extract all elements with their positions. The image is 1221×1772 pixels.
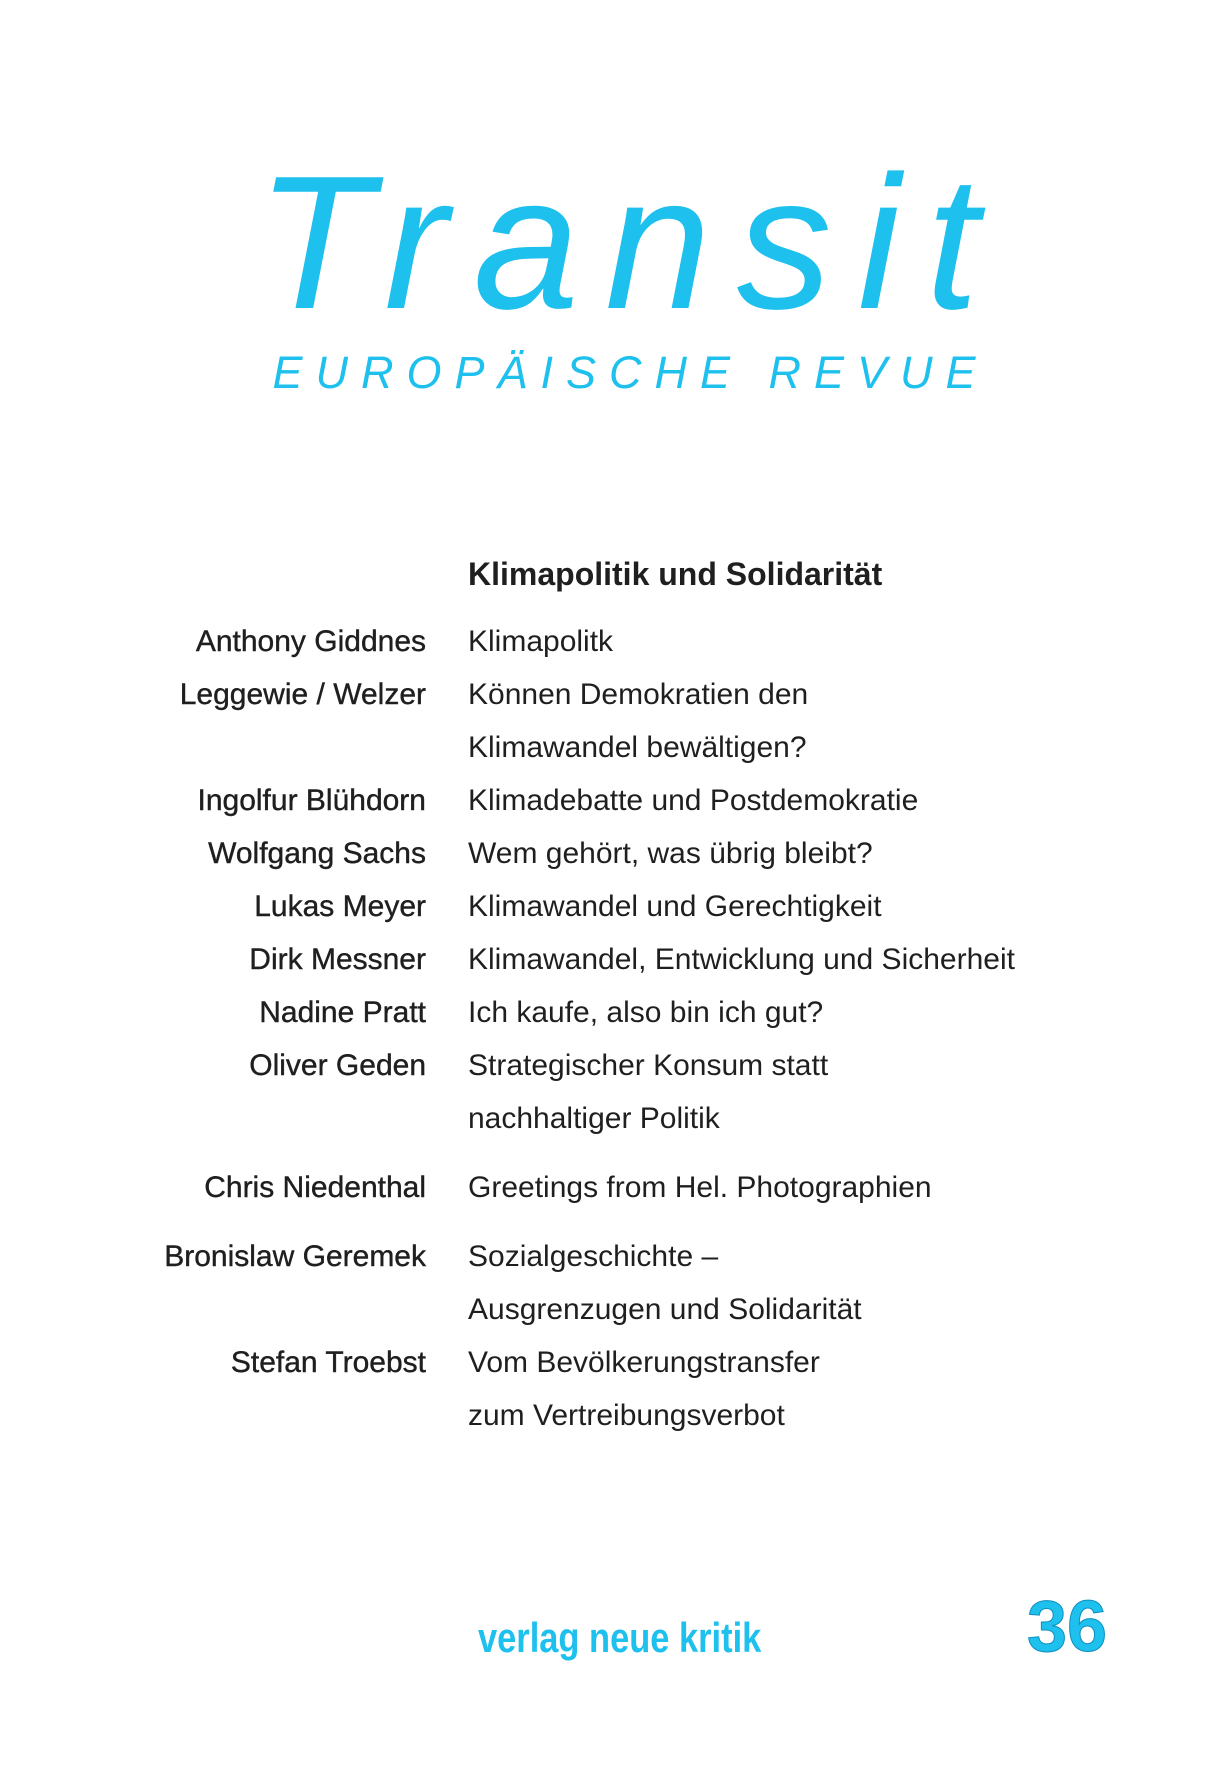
toc-author: Chris Niedenthal (204, 1171, 426, 1204)
toc-article-title (468, 1336, 1188, 1442)
toc-article-title (468, 774, 1188, 827)
toc-article-title (468, 668, 1188, 774)
toc-article-title (468, 827, 1188, 880)
toc-author: Ingolfur Blühdorn (197, 784, 426, 817)
journal-title: Transit (256, 137, 1005, 349)
masthead (0, 137, 1221, 398)
toc-article-line: Ich kaufe, also bin ich gut? (468, 996, 824, 1029)
toc-article-line: Klimadebatte und Postdemokratie (468, 784, 919, 817)
toc-article-title (468, 880, 1188, 933)
toc-author: Bronislaw Geremek (164, 1240, 426, 1273)
toc-author: Dirk Messner (249, 943, 426, 976)
toc-author: Oliver Geden (249, 1049, 426, 1082)
toc-article-line: Können Demokratien den (468, 678, 809, 711)
issue-number: 36 (1027, 1587, 1108, 1667)
toc-article-line: Strategischer Konsum statt (468, 1049, 829, 1082)
toc-author: Lukas Meyer (254, 890, 426, 923)
toc-article-line: Klimawandel bewältigen? (468, 731, 807, 764)
toc-article-line: Klimapolitk (468, 625, 614, 658)
toc-author: Wolfgang Sachs (208, 837, 426, 870)
toc-author: Leggewie / Welzer (179, 678, 426, 711)
toc-article-line: Ausgrenzugen und Solidarität (468, 1293, 862, 1326)
toc-author: Nadine Pratt (259, 996, 426, 1029)
toc-article-line: Sozialgeschichte – (468, 1240, 719, 1273)
journal-subtitle: EUROPÄISCHE REVUE (272, 347, 989, 398)
toc-article-line: Wem gehört, was übrig bleibt? (468, 837, 873, 870)
publisher-name: verlag neue kritik (478, 1614, 762, 1661)
toc-article-line: Klimawandel, Entwicklung und Sicherheit (468, 943, 1015, 976)
toc-article-line: Vom Bevölkerungstransfer (468, 1346, 820, 1379)
toc-article-title (468, 986, 1188, 1039)
toc-article-line: zum Vertreibungsverbot (468, 1399, 785, 1432)
toc-article-title (468, 1039, 1188, 1145)
toc-article-title (468, 1230, 1188, 1336)
toc-article-line: Klimawandel und Gerechtigkeit (468, 890, 882, 923)
toc-author: Stefan Troebst (230, 1346, 426, 1379)
section-heading: Klimapolitik und Solidarität (468, 556, 883, 592)
toc-article-title (468, 1161, 1188, 1214)
toc-article-title (468, 615, 1188, 668)
toc-article-title (468, 933, 1188, 986)
toc-author: Anthony Giddnes (195, 625, 426, 658)
toc-article-line: nachhaltiger Politik (468, 1102, 720, 1135)
toc-article-line: Greetings from Hel. Photographien (468, 1171, 932, 1204)
